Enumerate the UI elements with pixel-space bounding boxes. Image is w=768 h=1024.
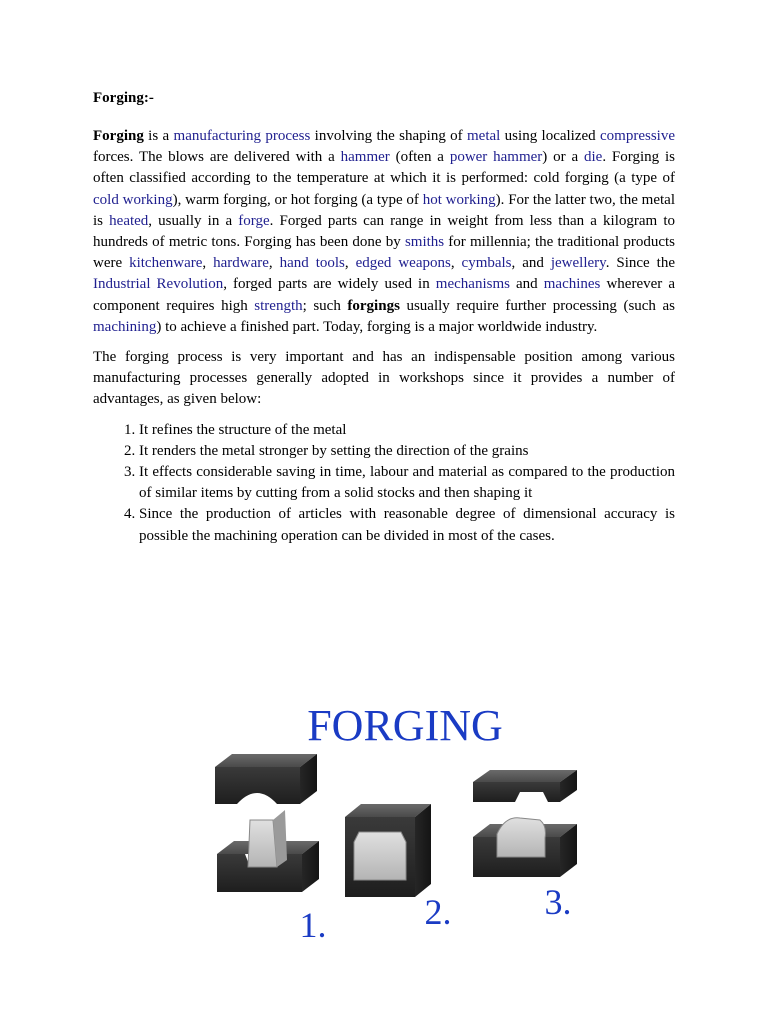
section-heading: Forging:- (93, 90, 154, 106)
bold-term: Forging (93, 128, 144, 144)
paragraph-text: involving the shaping of (310, 128, 468, 144)
paragraph-text: . Since the (605, 255, 675, 272)
term-link[interactable]: cold working (93, 191, 173, 208)
term-link[interactable]: die (583, 149, 603, 166)
list-item: 2. It renders the metal stronger by setting the direction of the grains (139, 441, 675, 462)
list-item: 3. It effects considerable saving in time, labour and material as compared to the production of similar items by cutting from a solid stocks and then shaping it (139, 462, 675, 504)
die-set-3 (473, 770, 577, 877)
paragraph-text: , (450, 255, 462, 272)
paragraph-text: ) to achieve a finished part. Today, forging is a major worldwide industry. (156, 318, 598, 335)
figure-label-3: 3. (544, 882, 572, 922)
term-link[interactable]: heated (109, 212, 149, 229)
term-link[interactable]: machines (543, 276, 601, 293)
term-link[interactable]: hardware (213, 255, 269, 272)
term-link[interactable]: cymbals (461, 255, 512, 272)
paragraph-text: , usually in a (148, 212, 239, 229)
figure-title: FORGING (307, 701, 503, 750)
paragraph-text: , (268, 255, 280, 272)
paragraph-text: , (344, 255, 356, 272)
forging-illustration (205, 692, 605, 952)
paragraph-text: ) or a (542, 149, 584, 166)
paragraph-text: . Forging is often classified according to the temperature at which it is performed: cold forging (a type of (93, 149, 675, 187)
paragraph-text: for millennia; the traditional products were (93, 234, 675, 272)
term-link[interactable]: mechanisms (435, 276, 510, 293)
document-content (93, 88, 675, 547)
paragraph-text: wherever a component requires high (93, 276, 675, 314)
term-link[interactable]: hand tools (279, 255, 345, 272)
paragraph-text: using localized (500, 128, 601, 144)
term-link[interactable]: power hammer (449, 149, 543, 166)
paragraph-text: ). For the latter two, the metal is (93, 191, 675, 229)
list-item: 4. Since the production of articles with reasonable degree of dimensional accuracy is possible the machining operation can be divided in most of the cases. (139, 504, 675, 546)
paragraph-text: , forged parts are widely used in (223, 276, 436, 293)
term-link[interactable]: machining (93, 318, 157, 335)
advantages-intro-paragraph: The forging process is very important and has an indispensable position among various manufacturing processes generally adopted in workshops since it provides a number of advantages, as given below: (93, 349, 675, 408)
die-set-2 (345, 804, 431, 897)
term-link[interactable]: manufacturing process (173, 128, 311, 144)
paragraph-text: (often a (389, 149, 450, 166)
term-link[interactable]: forge (238, 212, 270, 229)
paragraph-text: , (202, 255, 214, 272)
paragraph-text: usually require further processing (such as (399, 297, 675, 314)
term-link[interactable]: kitchenware (129, 255, 203, 272)
term-link[interactable]: metal (467, 128, 501, 144)
paragraph-text: forces. The blows are delivered with a (93, 149, 341, 166)
paragraph-text: ; such (302, 297, 348, 314)
paragraph-text: . Forged parts can range in weight from less than a kilogram to hundreds of metric tons. Forging has been done by (93, 212, 675, 251)
figure-label-1: 1. (299, 905, 327, 945)
intro-paragraph (93, 126, 675, 338)
figure-label-2: 2. (424, 892, 452, 932)
term-link[interactable]: smiths (404, 234, 445, 251)
paragraph-text: ), warm forging, or hot forging (a type of (172, 191, 423, 208)
term-link[interactable]: compressive (600, 128, 675, 144)
list-item: 1. It refines the structure of the metal (139, 420, 675, 441)
term-link[interactable]: hammer (340, 149, 390, 166)
term-link[interactable]: jewellery (550, 255, 606, 272)
term-link[interactable]: strength (254, 297, 303, 314)
term-link[interactable]: edged weapons (355, 255, 451, 272)
paragraph-text: and (509, 276, 544, 293)
die-set-1 (215, 754, 319, 892)
paragraph-text: is a (143, 128, 174, 144)
term-link[interactable]: hot working (422, 191, 496, 208)
paragraph-text: , and (511, 255, 551, 272)
advantages-list (93, 420, 675, 547)
bold-term: forgings (347, 297, 400, 314)
term-link[interactable]: Industrial Revolution (93, 276, 224, 293)
